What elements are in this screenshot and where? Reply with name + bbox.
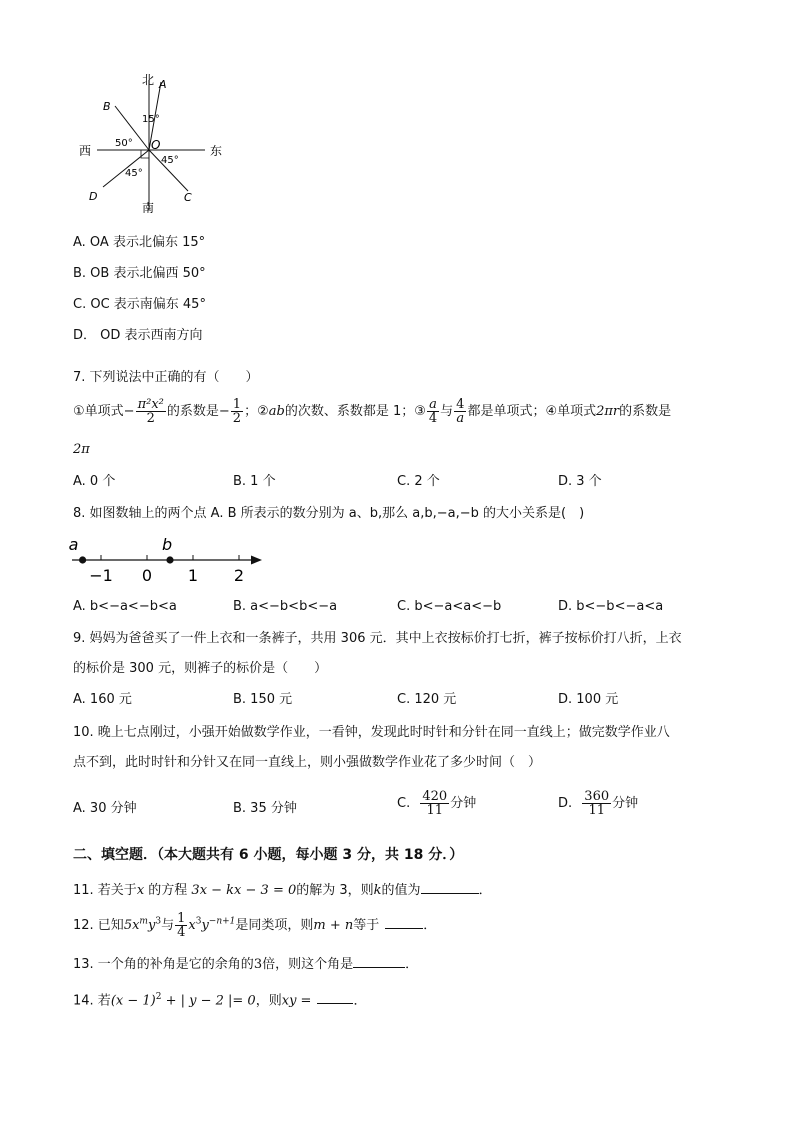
point-a-dot [79,556,86,563]
answer-blank[interactable] [421,879,479,894]
q7-stem: 7. 下列说法中正确的有（ ） [73,370,259,385]
number-line-tick-label: 1 [187,566,199,585]
q8-stem: 8. 如图数轴上的两个点 A. B 所表示的数分别为 a、b,那么 a,b,−a,−b 的大小关系是( ) [73,506,585,521]
fraction: $\frac{\text{π²x²}}{2}$ [137,397,164,426]
q9-option-c: C. 120 元 [397,692,457,707]
q10-line-1: 10. 晚上七点刚过，小强开始做数学作业，一看钟，发现此时时针和分针在同一直线上；做完数学作业八 [73,725,670,740]
origin-label: O [151,138,161,152]
number-line-tick-label: 2 [233,566,245,585]
number-line [68,533,268,585]
q9-option-a: A. 160 元 [73,692,132,707]
fraction: $\frac{4}{a}$ [456,397,465,426]
fraction: $\frac{420}{11}$ [422,789,448,818]
angle-d-label: 45° [125,168,143,179]
answer-blank[interactable] [353,953,405,968]
q9-line-2: 的标价是 300 元，则裤子的标价是（ ） [73,661,328,676]
q12: 12. 已知$5x^my^3$与 $\frac{1}{4}$ $x^3y^{-n+1}$是同类项，则m + n等于 ． [73,911,437,940]
compass-diagram [75,70,235,220]
north-label: 北 [142,73,155,87]
q9-line-1: 9. 妈妈为爸爸买了一件上衣和一条裤子，共用 306 元．其中上衣按标价打七折，裤子按标价打八折，上衣 [73,631,682,646]
q10-option-d: D. $\frac{360}{11}$ 分钟 [558,789,639,818]
point-b-text: b [162,535,173,554]
q6-option-b: B. OB 表示北偏西 50° [73,266,206,281]
fraction: $\frac{360}{11}$ [584,789,610,818]
number-line-tick-label: 0 [141,566,153,585]
east-label: 东 [210,144,223,158]
answer-blank[interactable] [385,914,423,929]
q10-option-a: A. 30 分钟 [73,801,137,816]
point-d-label: D [89,190,98,203]
q9-option-d: D. 100 元 [558,692,619,707]
q10-line-2: 点不到，此时时针和分针又在同一直线上，则小强做数学作业花了多少时间（ ） [73,755,542,770]
q8-option-b: B. a<−b<b<−a [233,599,338,614]
q7-two-pi: 2π [73,442,90,457]
q8-option-a: A. b<−a<−b<a [73,599,177,614]
section-2-heading: 二、填空题．（本大题共有 6 小题，每小题 3 分，共 18 分．） [73,847,464,863]
point-a-label: A [159,78,167,91]
fraction: $\frac{1}{2}$ [232,397,242,426]
q8-option-c: C. b<−a<a<−b [397,599,502,614]
point-b-dot [166,556,173,563]
point-c-label: C [184,191,192,204]
angle-b-label: 50° [115,138,133,149]
south-label: 南 [142,201,155,215]
q7-option-a: A. 0 个 [73,474,116,489]
west-label: 西 [79,144,92,158]
q6-option-a: A. OA 表示北偏东 15° [73,235,206,250]
number-line-tick-label: −1 [89,566,113,585]
q6-option-d: D． OD 表示西南方向 [73,328,203,343]
q14: 14. 若$(x - 1)^2$ + | y − 2 |= 0，则xy = ． [73,988,366,1010]
q6-option-c: C. OC 表示南偏东 45° [73,297,206,312]
angle-c-label: 45° [161,155,179,166]
q7-option-d: D. 3 个 [558,474,602,489]
answer-blank[interactable] [317,989,353,1004]
q10-option-c: C. $\frac{420}{11}$ 分钟 [397,789,477,818]
q7-option-c: C. 2 个 [397,474,440,489]
angle-a-label: 15° [142,114,160,125]
fraction: $\frac{a}{4}$ [428,397,438,426]
q10-option-b: B. 35 分钟 [233,801,297,816]
point-a-text: a [68,535,79,554]
q9-option-b: B. 150 元 [233,692,293,707]
q7-statements: ①单项式− $\frac{\text{π²x²}}{2}$ 的系数是− $\frac{1}{2}$ ；②ab的次数、系数都是 1；③ $\frac{a}{4}$ 与 $\frac{4}{a}$ 都是单项式；④单项式2πr的系数是 [73,397,672,426]
q11: 11. 若关于x 的方程 3x − kx − 3 = 0的解为 3，则k的值为 ． [73,879,492,900]
q13: 13. 一个角的补角是它的余角的3倍，则这个角是 ． [73,953,418,974]
q7-option-b: B. 1 个 [233,474,276,489]
point-b-label: B [103,100,111,113]
fraction: $\frac{1}{4}$ [177,911,186,940]
q8-option-d: D. b<−b<−a<a [558,599,664,614]
